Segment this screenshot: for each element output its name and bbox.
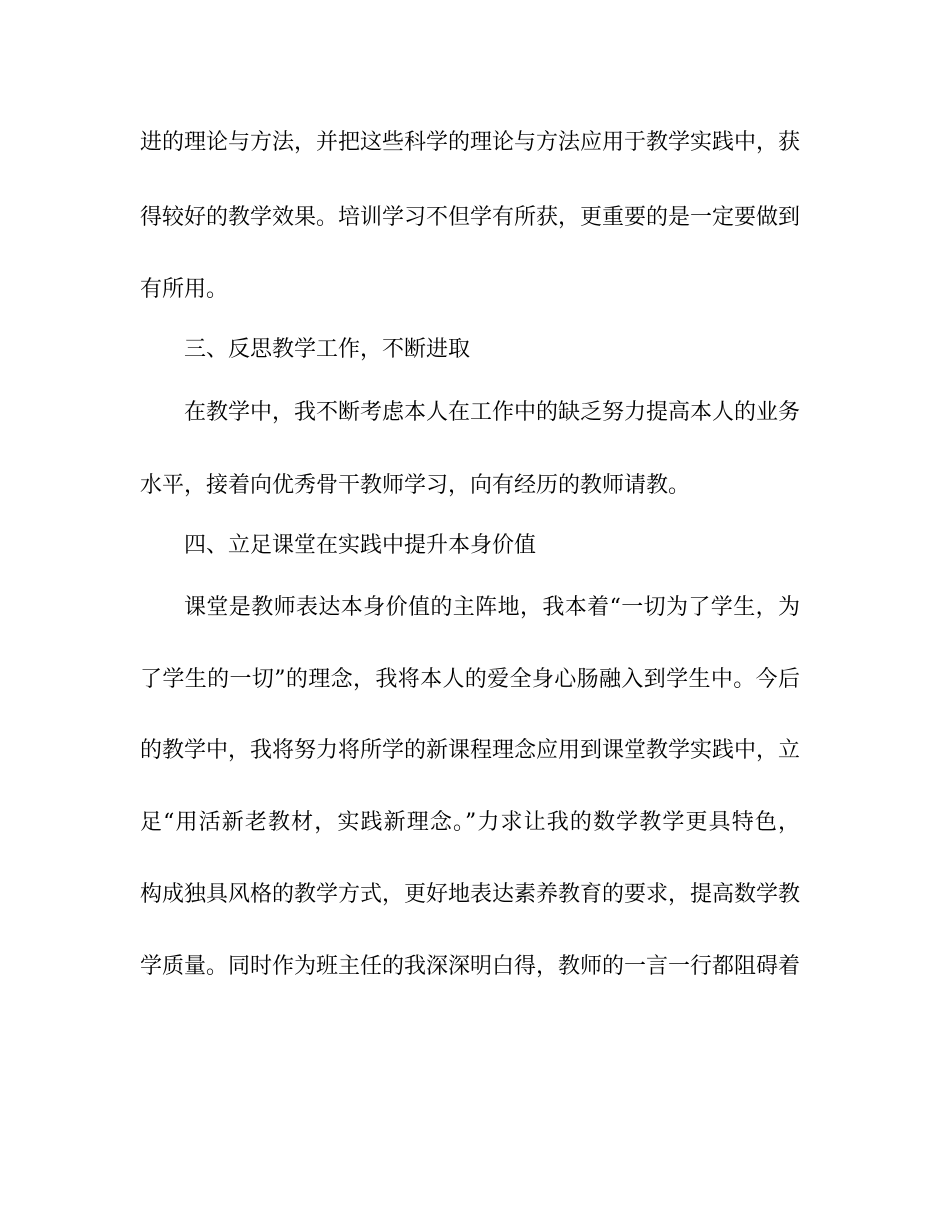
paragraph-line-6: 水平，接着向优秀骨干教师学习，向有经历的教师请教。 — [140, 473, 691, 498]
paragraph-line-8: 课堂是教师表达本身价值的主阵地，我本着“一切为了学生，为 — [184, 595, 800, 620]
paragraph-line-11: 足“用活新老教材，实践新理念。”力求让我的数学教学更具特色， — [140, 810, 800, 835]
paragraph-line-10: 的教学中，我将努力将所学的新课程理念应用到课堂教学实践中，立 — [140, 738, 800, 763]
section-heading-3: 三、反思教学工作，不断进取 — [184, 337, 471, 362]
paragraph-line-1: 进的理论与方法，并把这些科学的理论与方法应用于教学实践中，获 — [140, 130, 800, 155]
section-heading-4: 四、立足课堂在实践中提升本身价值 — [184, 533, 537, 558]
paragraph-line-3: 有所用。 — [140, 277, 229, 302]
paragraph-line-13: 学质量。同时作为班主任的我深深明白得，教师的一言一行都阻碍着 — [140, 954, 800, 979]
paragraph-line-9: 了学生的一切”的理念，我将本人的爱全身心肠融入到学生中。今后 — [140, 667, 800, 692]
paragraph-line-5: 在教学中，我不断考虑本人在工作中的缺乏努力提高本人的业务 — [184, 400, 800, 425]
paragraph-line-2: 得较好的教学效果。培训学习不但学有所获，更重要的是一定要做到 — [140, 205, 800, 230]
paragraph-line-12: 构成独具风格的教学方式，更好地表达素养教育的要求，提高数学教 — [140, 882, 800, 907]
